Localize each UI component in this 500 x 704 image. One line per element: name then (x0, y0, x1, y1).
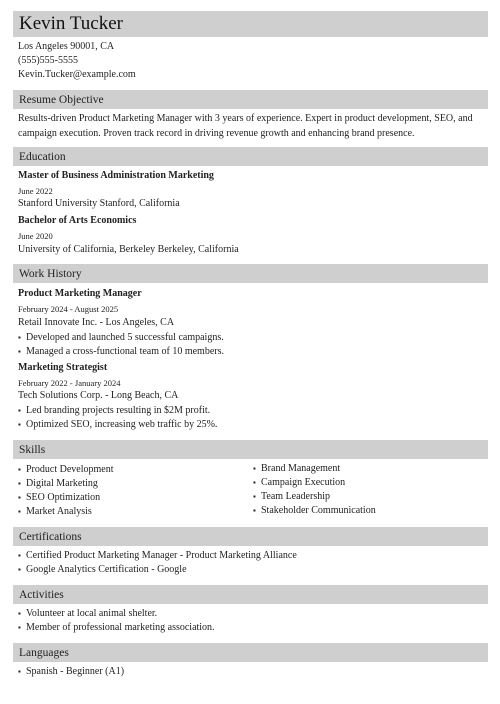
skill-text: Brand Management (261, 463, 341, 474)
section-title: Languages (19, 647, 69, 659)
section-header-objective (13, 90, 488, 109)
activity-text: Member of professional marketing association. (26, 622, 215, 633)
section-title: Work History (19, 268, 82, 280)
section-header-activities (13, 585, 488, 604)
skill-text: Team Leadership (261, 491, 330, 502)
contact-address: Los Angeles 90001, CA (18, 41, 115, 52)
section-header-education (13, 147, 488, 166)
job-company: Retail Innovate Inc. - Los Angeles, CA (18, 317, 175, 328)
skill-text: Stakeholder Communication (261, 505, 376, 516)
section-title: Resume Objective (19, 94, 104, 106)
bullet-icon: ▪ (18, 551, 21, 560)
section-title: Activities (19, 589, 64, 601)
contact-email: Kevin.Tucker@example.com (18, 69, 136, 80)
job-bullet-text: Managed a cross-functional team of 10 members. (26, 346, 224, 357)
language-text: Spanish - Beginner (A1) (26, 666, 125, 677)
job-title: Product Marketing Manager (18, 288, 142, 299)
bullet-icon: ▪ (18, 507, 21, 516)
bullet-icon: ▪ (18, 623, 21, 632)
education-school: University of California, Berkeley Berkeley, California (18, 244, 239, 255)
bullet-icon: ▪ (253, 478, 256, 487)
skill-text: SEO Optimization (26, 492, 101, 503)
bullet-icon: ▪ (18, 465, 21, 474)
job-dates: February 2024 - August 2025 (18, 304, 119, 314)
skill-text: Market Analysis (26, 506, 92, 517)
certification-text: Google Analytics Certification - Google (26, 564, 187, 575)
skill-text: Product Development (26, 464, 114, 475)
contact-phone: (555)555-5555 (18, 55, 78, 66)
bullet-icon: ▪ (253, 464, 256, 473)
bullet-icon: ▪ (253, 492, 256, 501)
section-header-certifications (13, 527, 488, 546)
section-title: Education (19, 151, 66, 163)
bullet-icon: ▪ (18, 420, 21, 429)
section-header-languages (13, 643, 488, 662)
education-school: Stanford University Stanford, California (18, 198, 180, 209)
certification-text: Certified Product Marketing Manager - Product Marketing Alliance (26, 550, 297, 561)
objective-text (18, 112, 488, 141)
name-header (13, 11, 488, 37)
bullet-icon: ▪ (18, 493, 21, 502)
bullet-icon: ▪ (253, 506, 256, 515)
skill-text: Campaign Execution (261, 477, 346, 488)
job-title: Marketing Strategist (18, 362, 108, 373)
section-header-skills (13, 440, 488, 459)
education-degree: Master of Business Administration Marketing (18, 170, 214, 181)
bullet-icon: ▪ (18, 565, 21, 574)
bullet-icon: ▪ (18, 333, 21, 342)
section-header-work-history (13, 264, 488, 283)
candidate-name: Kevin Tucker (19, 13, 123, 34)
bullet-icon: ▪ (18, 479, 21, 488)
job-bullet-text: Led branding projects resulting in $2M profit. (26, 405, 211, 416)
bullet-icon: ▪ (18, 406, 21, 415)
job-bullet-text: Optimized SEO, increasing web traffic by 25%. (26, 419, 218, 430)
skill-text: Digital Marketing (26, 478, 98, 489)
job-bullet-text: Developed and launched 5 successful campaigns. (26, 332, 224, 343)
objective-line: campaign execution. Proven track record in driving revenue growth and enhancing brand presence. (18, 127, 415, 139)
education-degree: Bachelor of Arts Economics (18, 215, 137, 226)
bullet-icon: ▪ (18, 609, 21, 618)
activity-text: Volunteer at local animal shelter. (26, 608, 158, 619)
bullet-icon: ▪ (18, 667, 21, 676)
education-date: June 2022 (18, 186, 53, 196)
bullet-icon: ▪ (18, 347, 21, 356)
education-date: June 2020 (18, 231, 53, 241)
section-title: Skills (19, 444, 46, 456)
objective-line: Results-driven Product Marketing Manager with 3 years of experience. Expert in product development, SEO, and (18, 113, 473, 124)
job-company: Tech Solutions Corp. - Long Beach, CA (18, 390, 179, 401)
job-dates: February 2022 - January 2024 (18, 378, 121, 388)
section-title: Certifications (19, 531, 82, 543)
